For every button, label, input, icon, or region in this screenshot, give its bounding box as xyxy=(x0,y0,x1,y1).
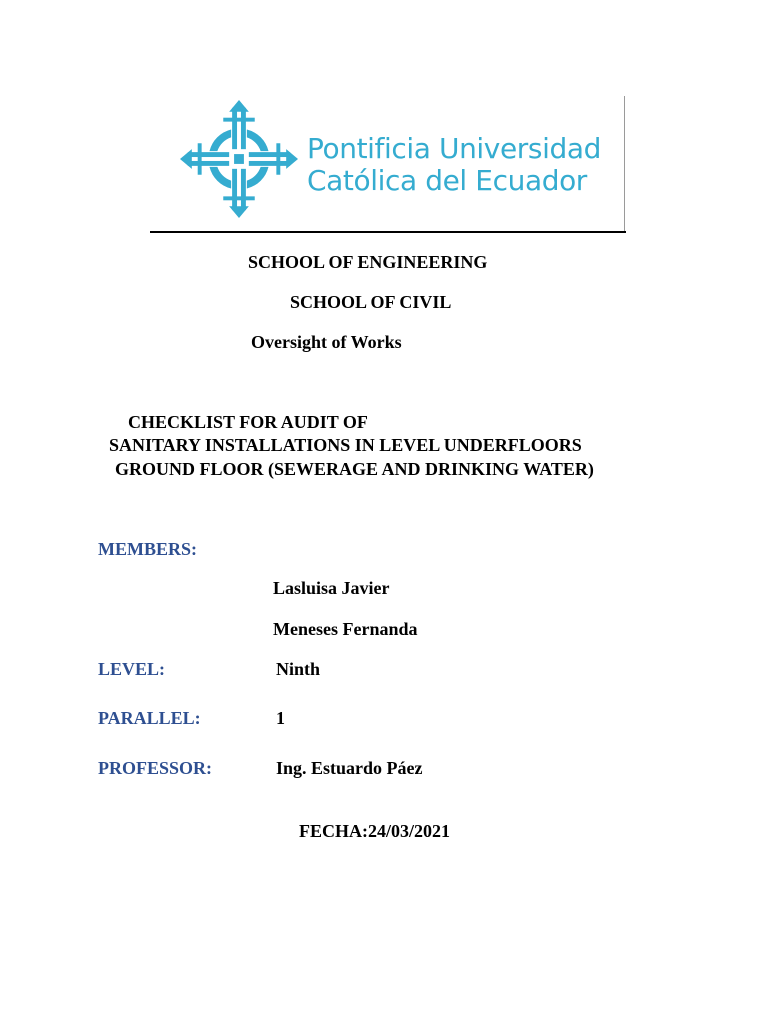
subject-title: Oversight of Works xyxy=(251,332,402,352)
level-label: LEVEL: xyxy=(98,659,166,679)
school-of-engineering: SCHOOL OF ENGINEERING xyxy=(248,252,488,272)
university-cross-emblem-icon xyxy=(180,100,298,218)
level-value: Ninth xyxy=(276,659,321,679)
university-logo xyxy=(150,96,626,233)
parallel-label: PARALLEL: xyxy=(98,708,201,728)
professor-label: PROFESSOR: xyxy=(98,758,213,778)
document-date: FECHA:24/03/2021 xyxy=(299,821,450,841)
logo-text-line-2: Católica del Ecuador xyxy=(307,164,587,197)
logo-vertical-rule xyxy=(624,96,625,233)
logo-horizontal-rule xyxy=(150,231,626,233)
member-name: Meneses Fernanda xyxy=(273,619,418,639)
logo-text-line-1: Pontificia Universidad xyxy=(307,132,601,165)
members-label: MEMBERS: xyxy=(98,539,197,559)
member-name: Lasluisa Javier xyxy=(273,578,390,598)
document-title-line-1: CHECKLIST FOR AUDIT OF xyxy=(128,412,368,432)
document-title-line-3: GROUND FLOOR (SEWERAGE AND DRINKING WATER) xyxy=(115,459,594,479)
document-title-line-2: SANITARY INSTALLATIONS IN LEVEL UNDERFLOORS xyxy=(109,435,582,455)
parallel-value: 1 xyxy=(276,708,285,728)
school-of-civil: SCHOOL OF CIVIL xyxy=(290,292,452,312)
professor-value: Ing. Estuardo Páez xyxy=(276,758,423,778)
